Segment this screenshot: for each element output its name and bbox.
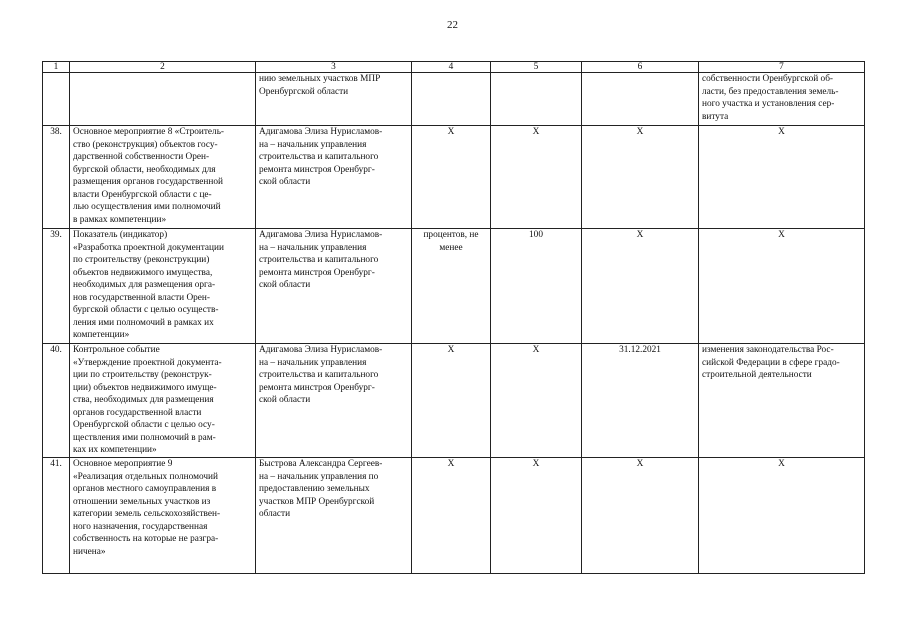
deadline-cell: 31.12.2021 [582, 344, 699, 458]
table-row [43, 458, 865, 574]
row-number [43, 73, 70, 126]
unit-cell: Х [412, 126, 491, 229]
result-cell: изменения законодательства Рос- сийской Федерации в сфере градо- строительной деятельности [699, 344, 865, 458]
row-number: 38. [43, 126, 70, 229]
column-header: 3 [256, 62, 412, 73]
value-cell: Х [491, 344, 582, 458]
unit-cell: Х [412, 344, 491, 458]
deadline-cell [582, 73, 699, 126]
event-cell: Основное мероприятие 8 «Строитель- ство (реконструкция) объектов госу- дарственной собственности Орен- бургской области, необходимых для размещения органов государственной власти Оренбургской области с це- лью осуществления ими полномочий в рамках компетенции» [70, 126, 256, 229]
result-cell: Х [699, 126, 865, 229]
result-cell: Х [699, 458, 865, 574]
column-header: 1 [43, 62, 70, 73]
table-row [43, 126, 865, 229]
responsible-cell: Быстрова Александра Сергеев- на – начальник управления по предоставлению земельных участков МПР Оренбургской области [256, 458, 412, 574]
unit-cell: Х [412, 458, 491, 574]
deadline-cell: Х [582, 229, 699, 344]
deadline-cell: Х [582, 126, 699, 229]
event-cell: Основное мероприятие 9 «Реализация отдельных полномочий органов местного самоуправления в отношении земельных участков из категории земель сельскохозяйствен- ного назначения, государственная собственность на которые не разгра- ничена» [70, 458, 256, 574]
event-cell [70, 73, 256, 126]
deadline-cell: Х [582, 458, 699, 574]
page-number: 22 [447, 19, 458, 31]
responsible-cell: Адигамова Элиза Нурисламов- на – начальник управления строительства и капитального ремонта минстроя Оренбург- ской области [256, 229, 412, 344]
value-cell [491, 73, 582, 126]
value-cell: Х [491, 126, 582, 229]
table-row [43, 73, 865, 126]
row-number: 40. [43, 344, 70, 458]
unit-cell [412, 73, 491, 126]
row-number: 39. [43, 229, 70, 344]
result-cell: собственности Оренбургской об- ласти, без предоставления земель- ного участка и установления сер- витута [699, 73, 865, 126]
program-table [42, 61, 865, 574]
column-header: 5 [491, 62, 582, 73]
value-cell: 100 [491, 229, 582, 344]
column-header: 7 [699, 62, 865, 73]
table-row [43, 344, 865, 458]
column-header: 6 [582, 62, 699, 73]
responsible-cell: Адигамова Элиза Нурисламов- на – начальник управления строительства и капитального ремонта минстроя Оренбург- ской области [256, 126, 412, 229]
responsible-cell: Адигамова Элиза Нурисламов- на – начальник управления строительства и капитального ремонта минстроя Оренбург- ской области [256, 344, 412, 458]
value-cell: Х [491, 458, 582, 574]
column-header: 4 [412, 62, 491, 73]
row-number: 41. [43, 458, 70, 574]
event-cell: Контрольное событие «Утверждение проектной документа- ции по строительству (реконструк- ции) объектов недвижимого имуще- ства, необходимых для размещения органов государственной власти Оренбургской области с целью осу- ществления ими полномочий в рам- ках их компетенции» [70, 344, 256, 458]
responsible-cell: нию земельных участков МПР Оренбургской области [256, 73, 412, 126]
result-cell: Х [699, 229, 865, 344]
unit-cell: процентов, не менее [412, 229, 491, 344]
column-header: 2 [70, 62, 256, 73]
header-row [43, 62, 865, 73]
event-cell: Показатель (индикатор) «Разработка проектной документации по строительству (реконструкции) объектов недвижимого имущества, необходимых для размещения орга- нов государственной власти Орен- бургской области с целью осуществ- ления ими полномочий в рамках их компетенции» [70, 229, 256, 344]
table-row [43, 229, 865, 344]
